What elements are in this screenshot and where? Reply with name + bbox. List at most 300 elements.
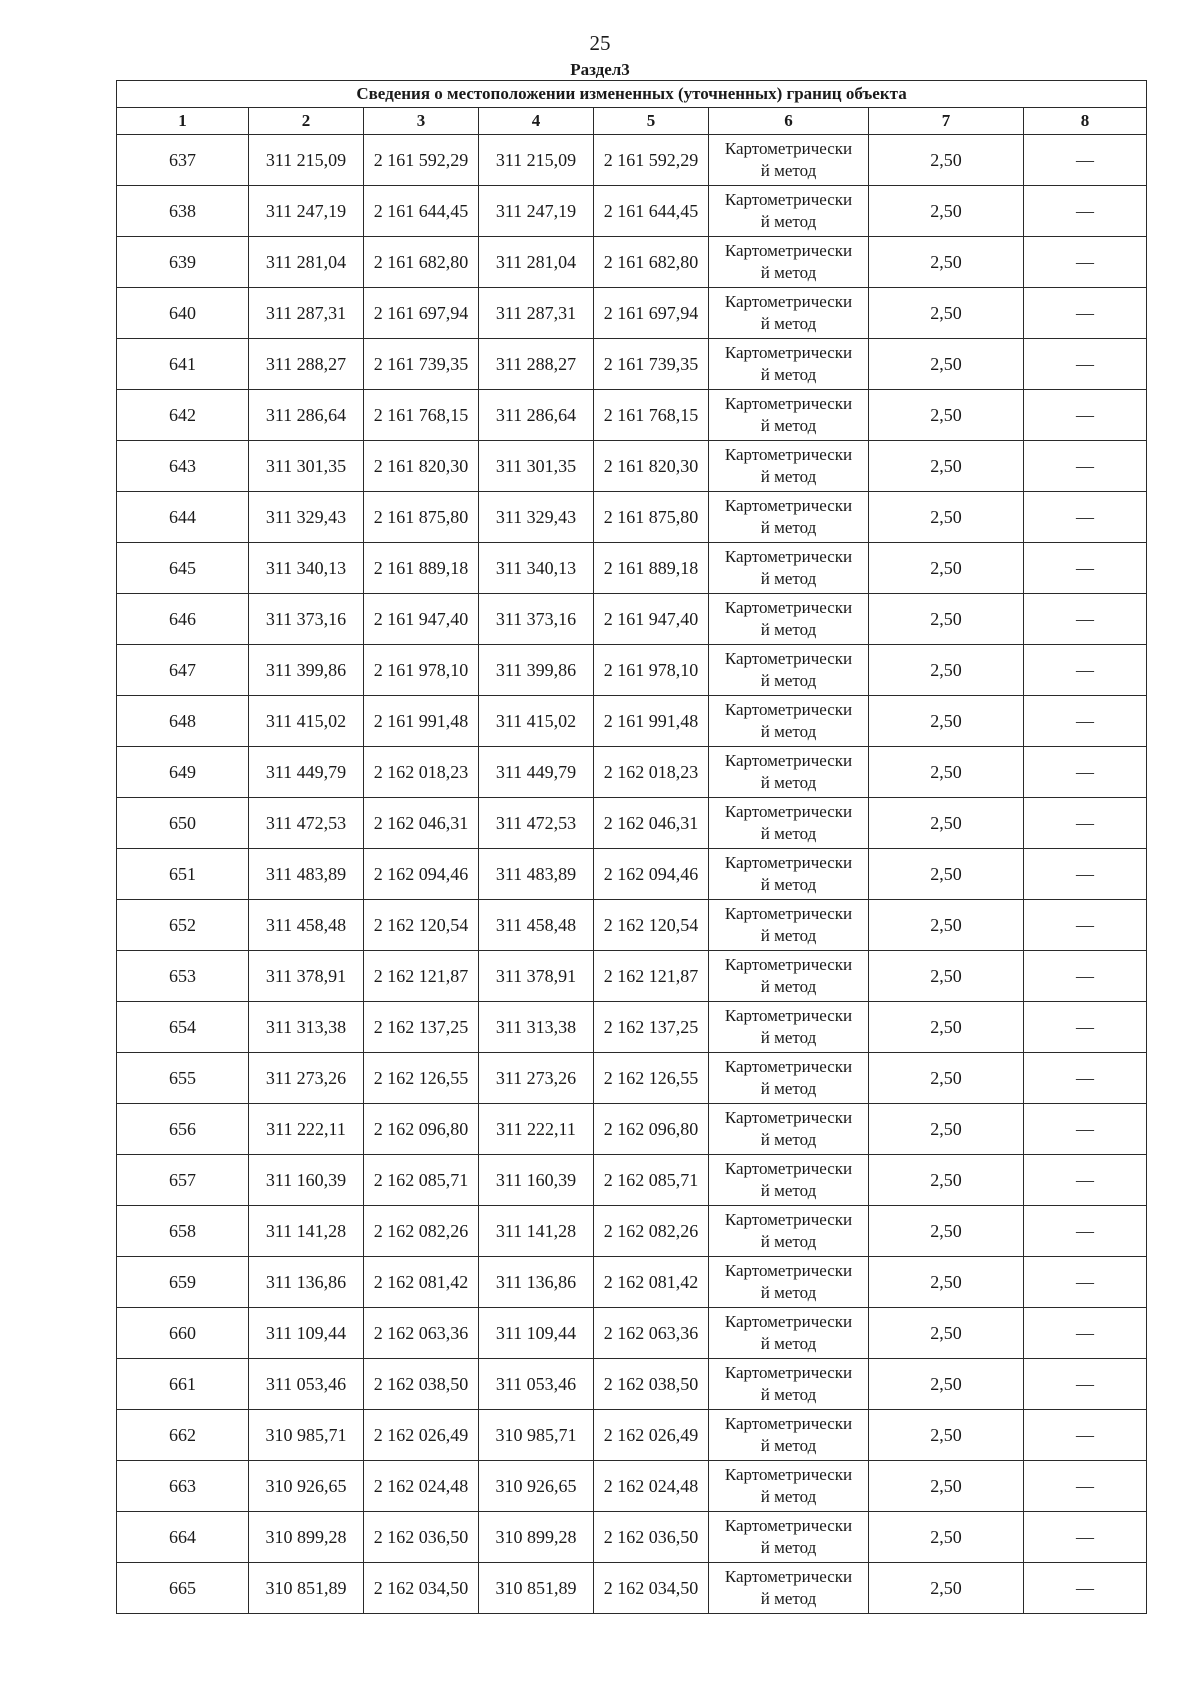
- accuracy-cell: 2,50: [869, 594, 1024, 645]
- method-line: й метод: [760, 1181, 817, 1200]
- y-new-cell: 2 161 697,94: [594, 288, 709, 339]
- method-line: й метод: [760, 518, 817, 537]
- point-number-cell: 650: [117, 798, 249, 849]
- y-new-cell: 2 161 644,45: [594, 186, 709, 237]
- y-new-cell: 2 162 024,48: [594, 1461, 709, 1512]
- x-new-cell: 310 899,28: [479, 1512, 594, 1563]
- method-cell: [709, 1002, 869, 1053]
- y-existing-cell: 2 161 768,15: [364, 390, 479, 441]
- boundary-coordinates-table: [116, 80, 1147, 1614]
- x-new-cell: 311 136,86: [479, 1257, 594, 1308]
- method-cell: [709, 543, 869, 594]
- method-line: й метод: [760, 314, 817, 333]
- table-row: [117, 1104, 1147, 1155]
- method-line: Картометрически: [724, 241, 853, 260]
- y-new-cell: 2 162 085,71: [594, 1155, 709, 1206]
- method-cell: [709, 390, 869, 441]
- x-new-cell: 311 483,89: [479, 849, 594, 900]
- x-new-cell: 311 247,19: [479, 186, 594, 237]
- x-new-cell: 310 926,65: [479, 1461, 594, 1512]
- x-existing-cell: 311 313,38: [249, 1002, 364, 1053]
- x-existing-cell: 311 373,16: [249, 594, 364, 645]
- x-new-cell: 311 449,79: [479, 747, 594, 798]
- y-new-cell: 2 162 137,25: [594, 1002, 709, 1053]
- table-row: [117, 1461, 1147, 1512]
- y-existing-cell: 2 161 978,10: [364, 645, 479, 696]
- method-line: Картометрически: [724, 496, 853, 515]
- table-row: [117, 237, 1147, 288]
- table-row: [117, 339, 1147, 390]
- method-cell: [709, 1563, 869, 1614]
- table-row: [117, 1359, 1147, 1410]
- method-cell: [709, 1461, 869, 1512]
- y-new-cell: 2 161 820,30: [594, 441, 709, 492]
- x-new-cell: 311 222,11: [479, 1104, 594, 1155]
- x-existing-cell: 310 899,28: [249, 1512, 364, 1563]
- method-line: Картометрически: [724, 649, 853, 668]
- table-row: [117, 1002, 1147, 1053]
- x-new-cell: 311 141,28: [479, 1206, 594, 1257]
- accuracy-cell: 2,50: [869, 900, 1024, 951]
- point-number-cell: 653: [117, 951, 249, 1002]
- x-existing-cell: 311 109,44: [249, 1308, 364, 1359]
- method-line: й метод: [760, 1079, 817, 1098]
- y-existing-cell: 2 162 026,49: [364, 1410, 479, 1461]
- method-line: Картометрически: [724, 904, 853, 923]
- x-existing-cell: 311 053,46: [249, 1359, 364, 1410]
- point-number-cell: 638: [117, 186, 249, 237]
- method-line: Картометрически: [724, 139, 853, 158]
- method-line: й метод: [760, 416, 817, 435]
- x-new-cell: 311 472,53: [479, 798, 594, 849]
- x-new-cell: 311 340,13: [479, 543, 594, 594]
- method-line: Картометрически: [724, 1057, 853, 1076]
- x-existing-cell: 311 160,39: [249, 1155, 364, 1206]
- point-number-cell: 658: [117, 1206, 249, 1257]
- y-existing-cell: 2 162 094,46: [364, 849, 479, 900]
- y-new-cell: 2 162 120,54: [594, 900, 709, 951]
- table-row: [117, 645, 1147, 696]
- description-cell: —: [1024, 237, 1147, 288]
- point-number-cell: 657: [117, 1155, 249, 1206]
- column-number: 6: [709, 108, 869, 135]
- x-existing-cell: 311 287,31: [249, 288, 364, 339]
- table-row: [117, 1308, 1147, 1359]
- x-existing-cell: 310 926,65: [249, 1461, 364, 1512]
- y-new-cell: 2 162 046,31: [594, 798, 709, 849]
- x-new-cell: 311 373,16: [479, 594, 594, 645]
- x-existing-cell: 311 415,02: [249, 696, 364, 747]
- column-number: 2: [249, 108, 364, 135]
- page-number: 25: [589, 31, 611, 55]
- x-new-cell: 311 160,39: [479, 1155, 594, 1206]
- x-existing-cell: 311 340,13: [249, 543, 364, 594]
- x-existing-cell: 311 301,35: [249, 441, 364, 492]
- point-number-cell: 643: [117, 441, 249, 492]
- table-row: [117, 1257, 1147, 1308]
- point-number-cell: 651: [117, 849, 249, 900]
- x-existing-cell: 311 399,86: [249, 645, 364, 696]
- method-line: й метод: [760, 1130, 817, 1149]
- y-existing-cell: 2 162 081,42: [364, 1257, 479, 1308]
- method-line: й метод: [760, 773, 817, 792]
- y-existing-cell: 2 162 024,48: [364, 1461, 479, 1512]
- y-new-cell: 2 162 082,26: [594, 1206, 709, 1257]
- accuracy-cell: 2,50: [869, 1257, 1024, 1308]
- method-line: Картометрически: [724, 394, 853, 413]
- description-cell: —: [1024, 288, 1147, 339]
- method-cell: [709, 849, 869, 900]
- method-line: Картометрически: [724, 1465, 853, 1484]
- table-row: [117, 849, 1147, 900]
- x-new-cell: 311 399,86: [479, 645, 594, 696]
- accuracy-cell: 2,50: [869, 1512, 1024, 1563]
- x-existing-cell: 311 378,91: [249, 951, 364, 1002]
- description-cell: —: [1024, 849, 1147, 900]
- point-number-cell: 663: [117, 1461, 249, 1512]
- method-line: Картометрически: [724, 1312, 853, 1331]
- x-new-cell: 311 288,27: [479, 339, 594, 390]
- x-existing-cell: 311 286,64: [249, 390, 364, 441]
- method-line: й метод: [760, 1589, 817, 1608]
- x-new-cell: 311 053,46: [479, 1359, 594, 1410]
- y-existing-cell: 2 162 018,23: [364, 747, 479, 798]
- description-cell: —: [1024, 900, 1147, 951]
- y-new-cell: 2 161 592,29: [594, 135, 709, 186]
- point-number-cell: 654: [117, 1002, 249, 1053]
- accuracy-cell: 2,50: [869, 135, 1024, 186]
- accuracy-cell: 2,50: [869, 645, 1024, 696]
- x-existing-cell: 311 329,43: [249, 492, 364, 543]
- accuracy-cell: 2,50: [869, 288, 1024, 339]
- accuracy-cell: 2,50: [869, 849, 1024, 900]
- accuracy-cell: 2,50: [869, 798, 1024, 849]
- y-existing-cell: 2 161 820,30: [364, 441, 479, 492]
- table-row: [117, 696, 1147, 747]
- accuracy-cell: 2,50: [869, 492, 1024, 543]
- section-label: Раздел3: [570, 60, 630, 79]
- x-existing-cell: 311 141,28: [249, 1206, 364, 1257]
- accuracy-cell: 2,50: [869, 951, 1024, 1002]
- description-cell: —: [1024, 1155, 1147, 1206]
- method-cell: [709, 237, 869, 288]
- description-cell: —: [1024, 1257, 1147, 1308]
- y-existing-cell: 2 161 644,45: [364, 186, 479, 237]
- x-new-cell: 311 458,48: [479, 900, 594, 951]
- y-new-cell: 2 161 875,80: [594, 492, 709, 543]
- accuracy-cell: 2,50: [869, 1155, 1024, 1206]
- accuracy-cell: 2,50: [869, 339, 1024, 390]
- method-line: й метод: [760, 1028, 817, 1047]
- table-row: [117, 747, 1147, 798]
- method-line: Картометрически: [724, 1159, 853, 1178]
- accuracy-cell: 2,50: [869, 186, 1024, 237]
- table-row: [117, 288, 1147, 339]
- point-number-cell: 640: [117, 288, 249, 339]
- point-number-cell: 652: [117, 900, 249, 951]
- method-line: й метод: [760, 1385, 817, 1404]
- y-existing-cell: 2 161 592,29: [364, 135, 479, 186]
- method-cell: [709, 645, 869, 696]
- table-row: [117, 900, 1147, 951]
- method-cell: [709, 951, 869, 1002]
- y-new-cell: 2 161 947,40: [594, 594, 709, 645]
- method-line: Картометрически: [724, 1006, 853, 1025]
- method-line: й метод: [760, 722, 817, 741]
- description-cell: —: [1024, 594, 1147, 645]
- method-line: Картометрически: [724, 853, 853, 872]
- description-cell: —: [1024, 492, 1147, 543]
- method-line: Картометрически: [724, 1210, 853, 1229]
- description-cell: —: [1024, 1563, 1147, 1614]
- x-existing-cell: 310 985,71: [249, 1410, 364, 1461]
- point-number-cell: 665: [117, 1563, 249, 1614]
- x-new-cell: 311 286,64: [479, 390, 594, 441]
- method-cell: [709, 798, 869, 849]
- y-existing-cell: 2 162 126,55: [364, 1053, 479, 1104]
- x-existing-cell: 311 281,04: [249, 237, 364, 288]
- method-line: Картометрически: [724, 1363, 853, 1382]
- description-cell: —: [1024, 1104, 1147, 1155]
- x-existing-cell: 311 449,79: [249, 747, 364, 798]
- accuracy-cell: 2,50: [869, 543, 1024, 594]
- accuracy-cell: 2,50: [869, 441, 1024, 492]
- accuracy-cell: 2,50: [869, 1563, 1024, 1614]
- method-line: й метод: [760, 1436, 817, 1455]
- method-line: Картометрически: [724, 445, 853, 464]
- y-existing-cell: 2 161 991,48: [364, 696, 479, 747]
- method-cell: [709, 1257, 869, 1308]
- description-cell: —: [1024, 1410, 1147, 1461]
- point-number-cell: 656: [117, 1104, 249, 1155]
- description-cell: —: [1024, 951, 1147, 1002]
- y-existing-cell: 2 161 682,80: [364, 237, 479, 288]
- y-new-cell: 2 162 036,50: [594, 1512, 709, 1563]
- point-number-cell: 659: [117, 1257, 249, 1308]
- y-new-cell: 2 161 978,10: [594, 645, 709, 696]
- accuracy-cell: 2,50: [869, 747, 1024, 798]
- point-number-cell: 642: [117, 390, 249, 441]
- table-row: [117, 186, 1147, 237]
- point-number-cell: 637: [117, 135, 249, 186]
- y-new-cell: 2 162 094,46: [594, 849, 709, 900]
- table-row: [117, 1512, 1147, 1563]
- x-new-cell: 311 287,31: [479, 288, 594, 339]
- x-new-cell: 310 985,71: [479, 1410, 594, 1461]
- method-cell: [709, 1104, 869, 1155]
- y-existing-cell: 2 161 697,94: [364, 288, 479, 339]
- method-cell: [709, 1206, 869, 1257]
- accuracy-cell: 2,50: [869, 1053, 1024, 1104]
- method-cell: [709, 339, 869, 390]
- y-new-cell: 2 161 768,15: [594, 390, 709, 441]
- point-number-cell: 648: [117, 696, 249, 747]
- x-new-cell: 311 109,44: [479, 1308, 594, 1359]
- description-cell: —: [1024, 186, 1147, 237]
- table-row: [117, 951, 1147, 1002]
- method-line: й метод: [760, 875, 817, 894]
- method-line: Картометрически: [724, 190, 853, 209]
- x-existing-cell: 311 288,27: [249, 339, 364, 390]
- method-cell: [709, 1410, 869, 1461]
- method-cell: [709, 441, 869, 492]
- x-existing-cell: 311 472,53: [249, 798, 364, 849]
- point-number-cell: 644: [117, 492, 249, 543]
- method-line: й метод: [760, 263, 817, 282]
- method-line: й метод: [760, 569, 817, 588]
- method-cell: [709, 1512, 869, 1563]
- description-cell: —: [1024, 1308, 1147, 1359]
- column-number-row: [117, 108, 1147, 135]
- y-new-cell: 2 161 889,18: [594, 543, 709, 594]
- x-existing-cell: 311 247,19: [249, 186, 364, 237]
- table-row: [117, 1155, 1147, 1206]
- method-line: Картометрически: [724, 1567, 853, 1586]
- table-body: [117, 135, 1147, 1614]
- y-existing-cell: 2 161 739,35: [364, 339, 479, 390]
- y-new-cell: 2 161 682,80: [594, 237, 709, 288]
- method-line: Картометрически: [724, 547, 853, 566]
- method-line: Картометрически: [724, 955, 853, 974]
- y-new-cell: 2 162 034,50: [594, 1563, 709, 1614]
- x-new-cell: 311 301,35: [479, 441, 594, 492]
- column-number: 1: [117, 108, 249, 135]
- method-line: й метод: [760, 1538, 817, 1557]
- x-new-cell: 311 281,04: [479, 237, 594, 288]
- y-new-cell: 2 162 018,23: [594, 747, 709, 798]
- method-line: Картометрически: [724, 292, 853, 311]
- method-cell: [709, 747, 869, 798]
- description-cell: —: [1024, 339, 1147, 390]
- method-cell: [709, 900, 869, 951]
- y-existing-cell: 2 162 082,26: [364, 1206, 479, 1257]
- method-line: й метод: [760, 977, 817, 996]
- method-line: й метод: [760, 926, 817, 945]
- method-line: й метод: [760, 467, 817, 486]
- description-cell: —: [1024, 1053, 1147, 1104]
- method-cell: [709, 288, 869, 339]
- point-number-cell: 660: [117, 1308, 249, 1359]
- y-existing-cell: 2 162 063,36: [364, 1308, 479, 1359]
- description-cell: —: [1024, 645, 1147, 696]
- column-number: 7: [869, 108, 1024, 135]
- column-number: 4: [479, 108, 594, 135]
- table-row: [117, 390, 1147, 441]
- table-row: [117, 1563, 1147, 1614]
- method-line: й метод: [760, 365, 817, 384]
- method-line: й метод: [760, 1487, 817, 1506]
- y-existing-cell: 2 162 036,50: [364, 1512, 479, 1563]
- x-new-cell: 311 215,09: [479, 135, 594, 186]
- y-new-cell: 2 161 739,35: [594, 339, 709, 390]
- accuracy-cell: 2,50: [869, 1410, 1024, 1461]
- x-existing-cell: 311 215,09: [249, 135, 364, 186]
- y-existing-cell: 2 161 875,80: [364, 492, 479, 543]
- description-cell: —: [1024, 1206, 1147, 1257]
- y-new-cell: 2 161 991,48: [594, 696, 709, 747]
- column-number: 8: [1024, 108, 1147, 135]
- accuracy-cell: 2,50: [869, 1206, 1024, 1257]
- y-new-cell: 2 162 063,36: [594, 1308, 709, 1359]
- method-cell: [709, 135, 869, 186]
- description-cell: —: [1024, 1002, 1147, 1053]
- x-new-cell: 311 378,91: [479, 951, 594, 1002]
- method-line: Картометрически: [724, 1414, 853, 1433]
- y-new-cell: 2 162 126,55: [594, 1053, 709, 1104]
- y-existing-cell: 2 161 947,40: [364, 594, 479, 645]
- description-cell: —: [1024, 441, 1147, 492]
- method-line: й метод: [760, 1334, 817, 1353]
- point-number-cell: 645: [117, 543, 249, 594]
- point-number-cell: 655: [117, 1053, 249, 1104]
- y-existing-cell: 2 162 034,50: [364, 1563, 479, 1614]
- method-cell: [709, 186, 869, 237]
- accuracy-cell: 2,50: [869, 390, 1024, 441]
- table-row: [117, 543, 1147, 594]
- y-new-cell: 2 162 096,80: [594, 1104, 709, 1155]
- x-existing-cell: 311 273,26: [249, 1053, 364, 1104]
- method-cell: [709, 1053, 869, 1104]
- description-cell: —: [1024, 135, 1147, 186]
- y-existing-cell: 2 161 889,18: [364, 543, 479, 594]
- y-existing-cell: 2 162 121,87: [364, 951, 479, 1002]
- accuracy-cell: 2,50: [869, 696, 1024, 747]
- y-existing-cell: 2 162 038,50: [364, 1359, 479, 1410]
- method-cell: [709, 696, 869, 747]
- description-cell: —: [1024, 798, 1147, 849]
- point-number-cell: 664: [117, 1512, 249, 1563]
- description-cell: —: [1024, 1461, 1147, 1512]
- x-existing-cell: 311 458,48: [249, 900, 364, 951]
- x-new-cell: 311 273,26: [479, 1053, 594, 1104]
- table-row: [117, 1053, 1147, 1104]
- method-line: Картометрически: [724, 1261, 853, 1280]
- column-number: 5: [594, 108, 709, 135]
- description-cell: —: [1024, 543, 1147, 594]
- method-line: Картометрически: [724, 751, 853, 770]
- method-line: Картометрически: [724, 598, 853, 617]
- table-title-row: [117, 81, 1147, 108]
- method-line: Картометрически: [724, 700, 853, 719]
- y-existing-cell: 2 162 096,80: [364, 1104, 479, 1155]
- method-line: й метод: [760, 824, 817, 843]
- description-cell: —: [1024, 390, 1147, 441]
- y-existing-cell: 2 162 085,71: [364, 1155, 479, 1206]
- x-new-cell: 311 415,02: [479, 696, 594, 747]
- point-number-cell: 647: [117, 645, 249, 696]
- method-line: Картометрически: [724, 343, 853, 362]
- method-line: Картометрически: [724, 802, 853, 821]
- accuracy-cell: 2,50: [869, 237, 1024, 288]
- description-cell: —: [1024, 747, 1147, 798]
- method-cell: [709, 1359, 869, 1410]
- table-title: Сведения о местоположении измененных (уточненных) границ объекта: [117, 81, 1147, 108]
- method-cell: [709, 1308, 869, 1359]
- accuracy-cell: 2,50: [869, 1002, 1024, 1053]
- x-new-cell: 311 313,38: [479, 1002, 594, 1053]
- point-number-cell: 661: [117, 1359, 249, 1410]
- method-cell: [709, 492, 869, 543]
- table-row: [117, 1410, 1147, 1461]
- method-line: й метод: [760, 671, 817, 690]
- y-new-cell: 2 162 026,49: [594, 1410, 709, 1461]
- method-cell: [709, 594, 869, 645]
- method-line: й метод: [760, 1283, 817, 1302]
- table-row: [117, 798, 1147, 849]
- description-cell: —: [1024, 1512, 1147, 1563]
- y-new-cell: 2 162 081,42: [594, 1257, 709, 1308]
- table-row: [117, 594, 1147, 645]
